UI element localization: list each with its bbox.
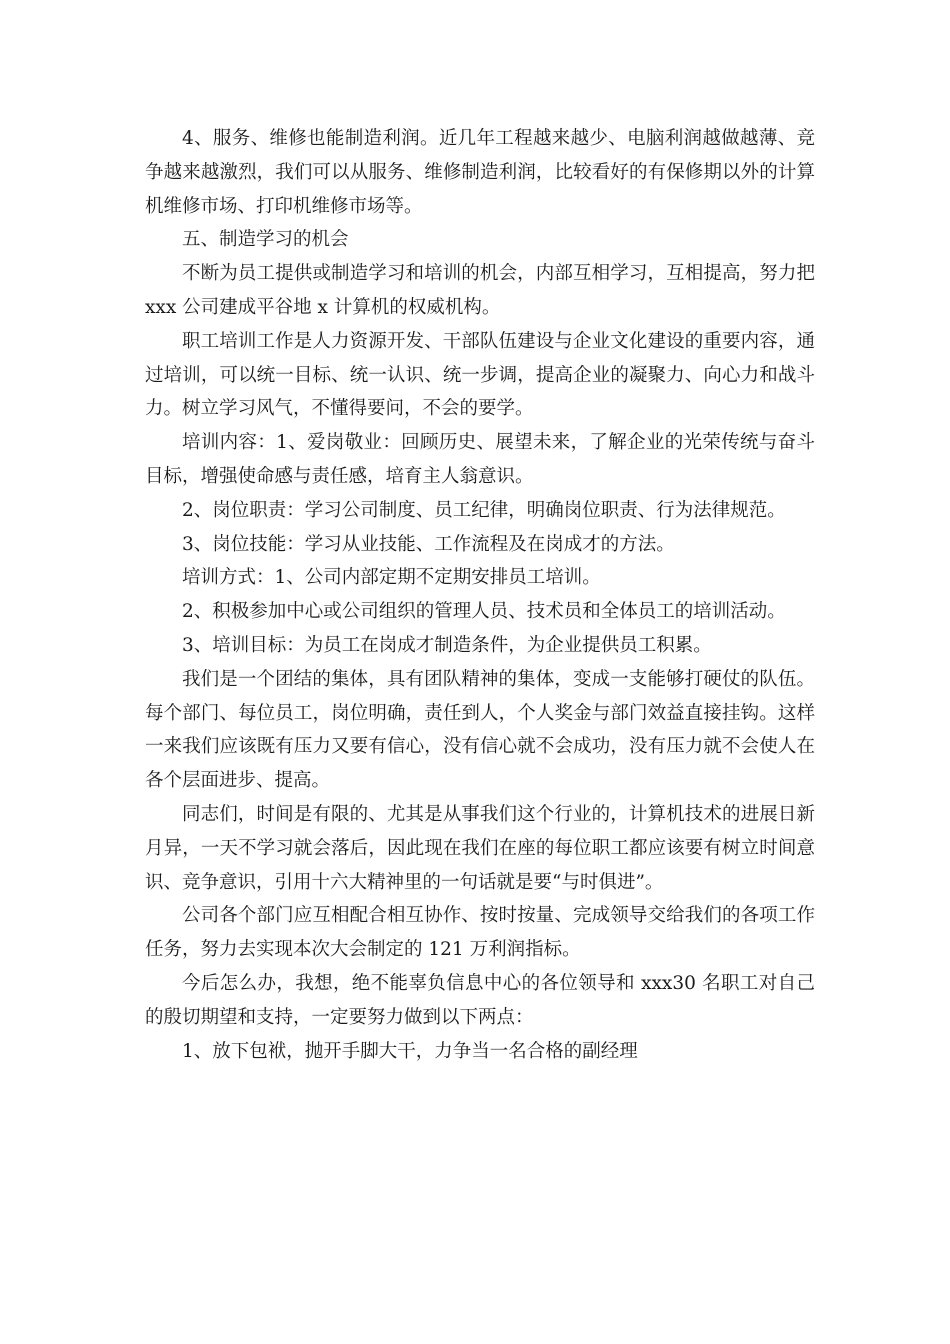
paragraph-learning-opportunity: 不断为员工提供或制造学习和培训的机会，内部互相学习，互相提高，努力把 xxx 公司建成平谷地 x 计算机的权威机构。 — [145, 263, 815, 318]
section-heading-learning: 五、制造学习的机会 — [182, 229, 349, 251]
paragraph-staff-training: 职工培训工作是人力资源开发、干部队伍建设与企业文化建设的重要内容，通过培训，可以统一目标、统一认识、统一步调，提高企业的凝聚力、向心力和战斗力。树立学习风气，不懂得要问，不会的要学。 — [145, 330, 815, 420]
paragraph-training-goal: 3、培训目标：为员工在岗成才制造条件，为企业提供员工积累。 — [182, 634, 712, 656]
paragraph-training-content: 培训内容：1、爱岗敬业：回顾历史、展望未来，了解企业的光荣传统与奋斗目标，增强使命感与责任感，培育主人翁意识。 — [145, 432, 815, 487]
paragraph-team-spirit: 我们是一个团结的集体，具有团队精神的集体，变成一支能够打硬仗的队伍。每个部门、每位员工，岗位明确，责任到人，个人奖金与部门效益直接挂钩。这样一来我们应该既有压力又要有信心，没有信心就不会成功，没有压力就不会使人在各个层面进步、提高。 — [145, 668, 815, 792]
paragraph-training-activities: 2、积极参加中心或公司组织的管理人员、技术员和全体员工的培训活动。 — [182, 601, 786, 623]
paragraph-job-skills: 3、岗位技能：学习从业技能、工作流程及在岗成才的方法。 — [182, 533, 675, 555]
paragraph-department-cooperation: 公司各个部门应互相配合相互协作、按时按量、完成领导交给我们的各项工作任务，努力去实现本次大会制定的 121 万利润指标。 — [145, 905, 815, 961]
paragraph-training-method: 培训方式：1、公司内部定期不定期安排员工培训。 — [182, 567, 601, 589]
paragraph-keep-pace: 同志们，时间是有限的、尤其是从事我们这个行业的，计算机技术的进展日新月异，一天不学习就会落后，因此现在我们在座的每位职工都应该要有树立时间意识、竞争意识，引用十六大精神里的一句话就是要“与时俱进”。 — [145, 803, 815, 893]
paragraph-job-duties: 2、岗位职责：学习公司制度、员工纪律，明确岗位职责、行为法律规范。 — [182, 499, 786, 521]
paragraph-future-plan: 今后怎么办，我想，绝不能辜负信息中心的各位领导和 xxx30 名职工对自己的殷切期望和支持，一定要努力做到以下两点： — [145, 972, 815, 1028]
paragraph-service-profit: 4、服务、维修也能制造利润。近几年工程越来越少、电脑利润越做越薄、竞争越来越激烈，我们可以从服务、维修制造利润，比较看好的有保修期以外的计算机维修市场、打印机维修市场等。 — [145, 128, 815, 217]
paragraph-point-one: 1、放下包袱，抛开手脚大干，力争当一名合格的副经理 — [182, 1040, 638, 1062]
document-body — [145, 122, 815, 1068]
